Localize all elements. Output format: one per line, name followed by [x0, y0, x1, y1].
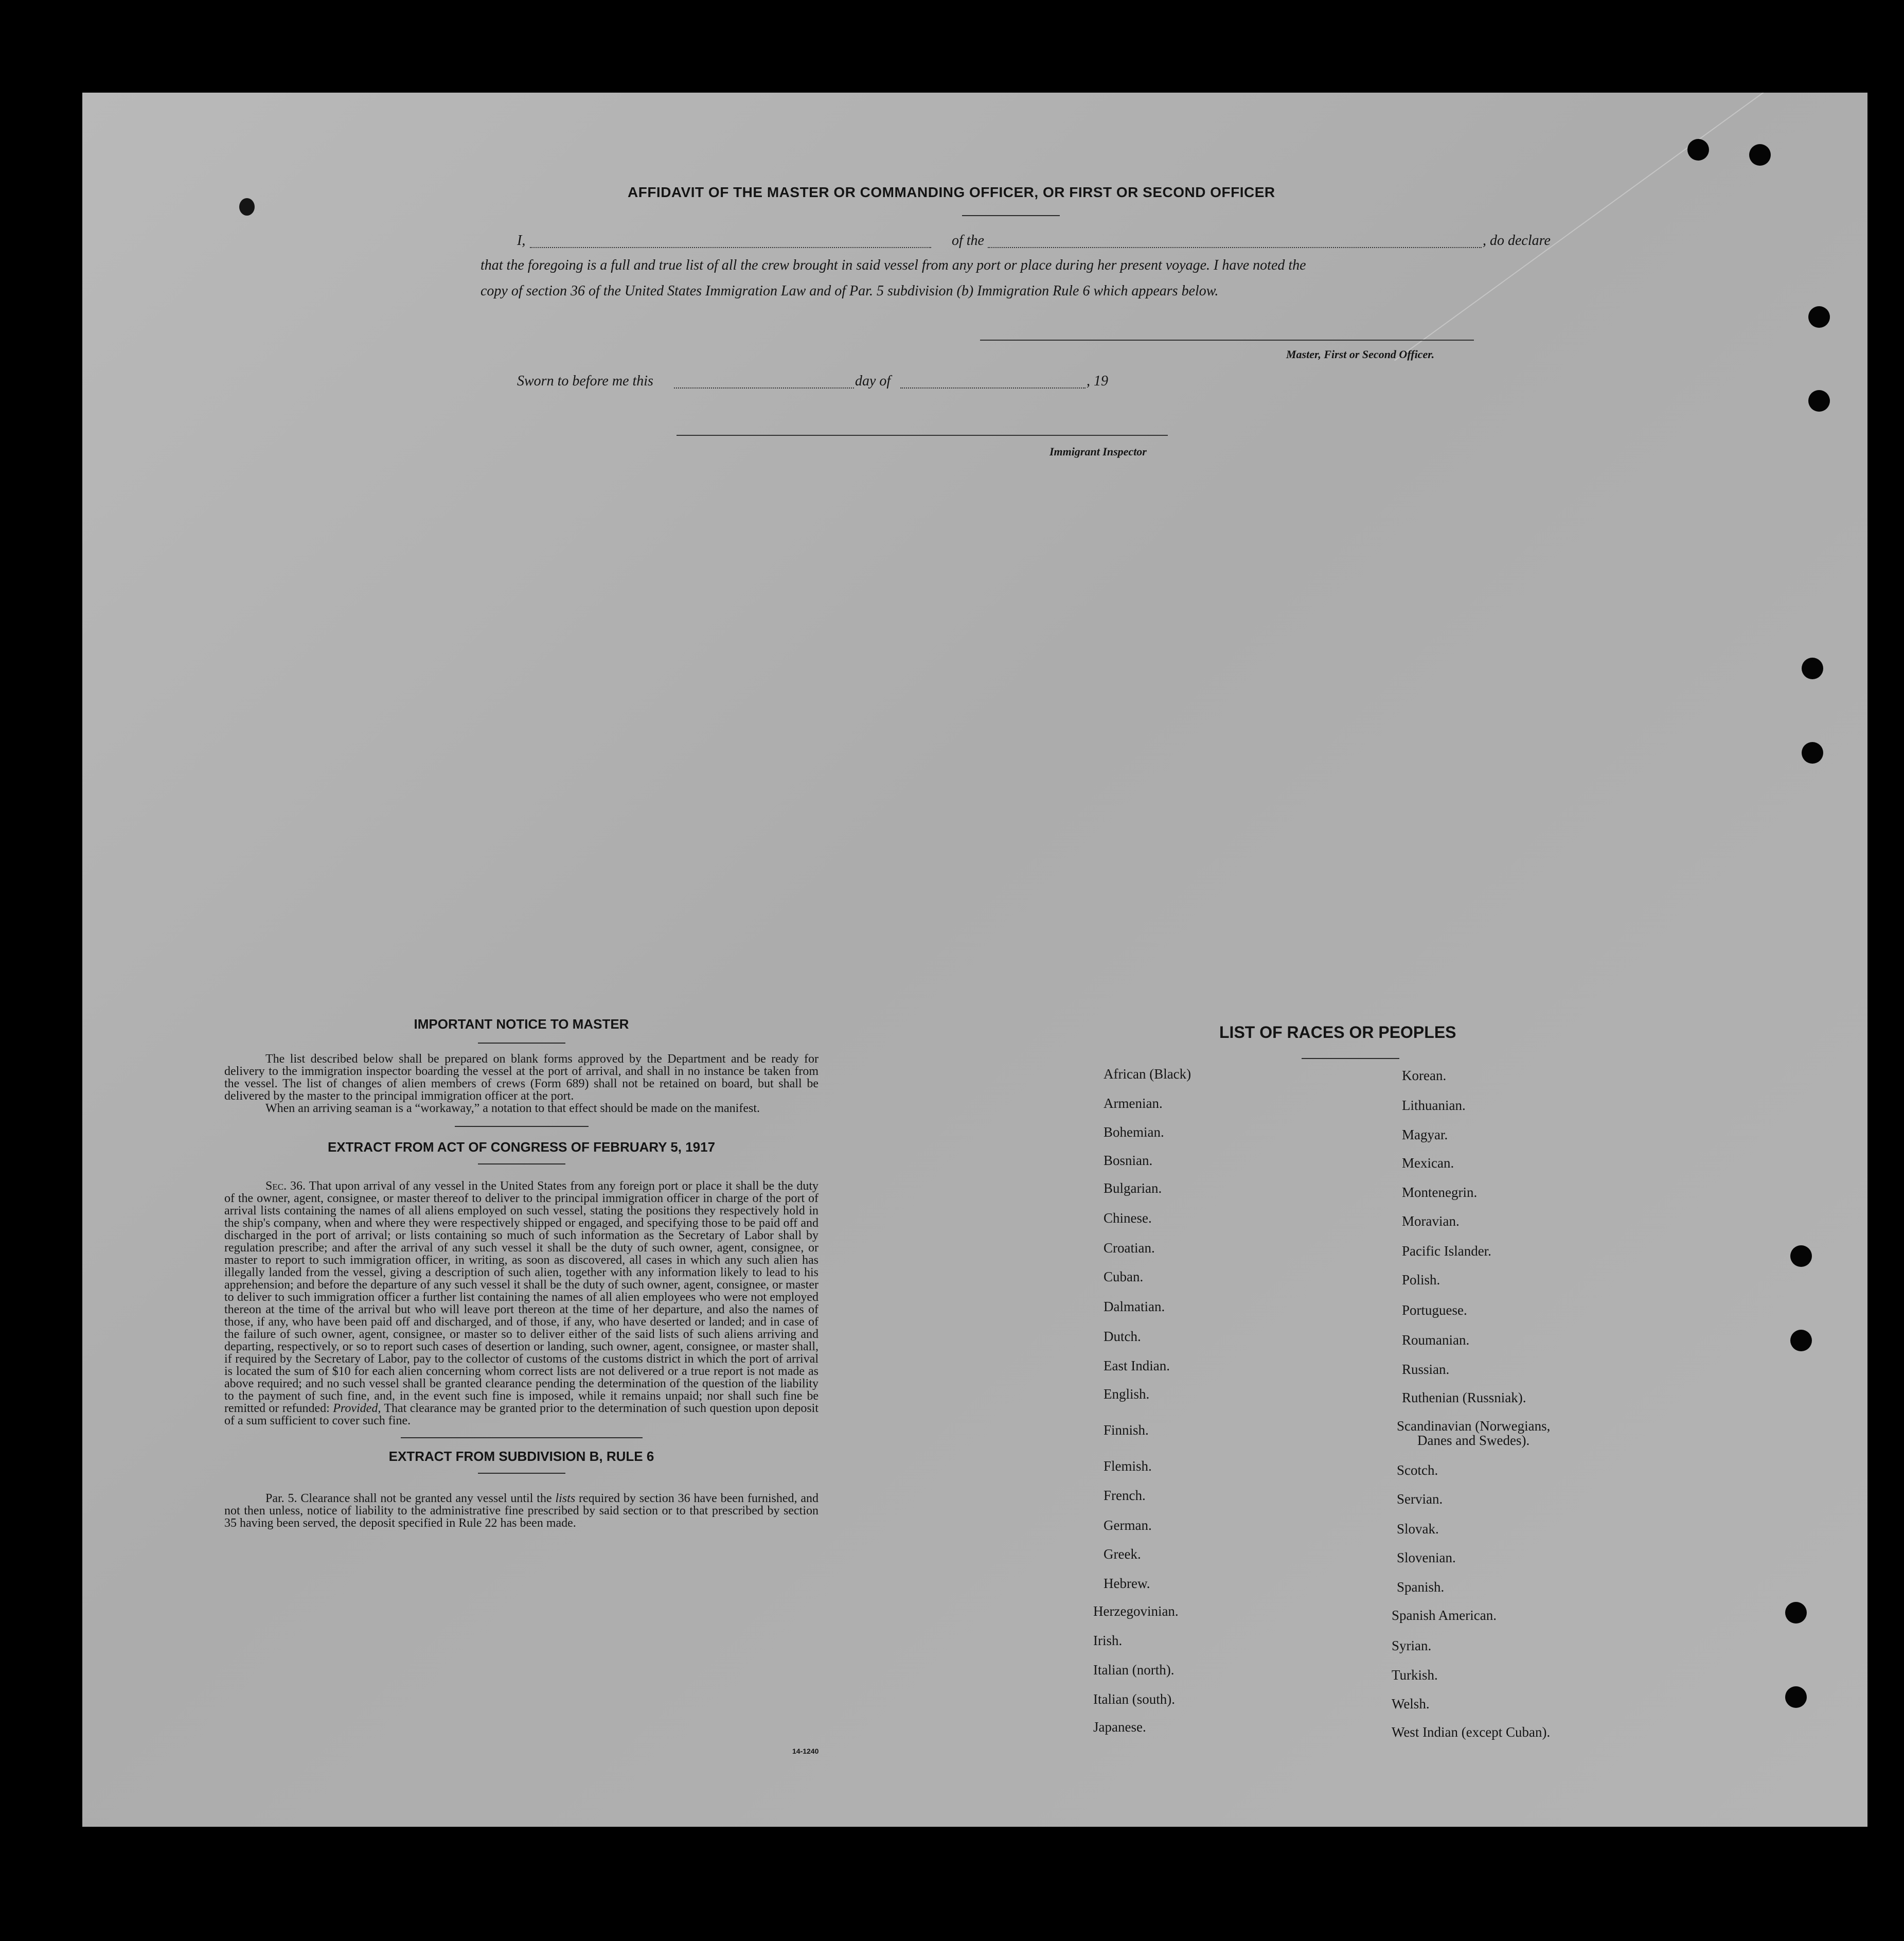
- affidavit-line-2: that the foregoing is a full and true list of all the crew brought in said vessel from any port or place during her present voyage. I have noted the: [481, 257, 1306, 273]
- race-left: Hebrew.: [1104, 1576, 1150, 1591]
- sworn-text: Sworn to before me this: [517, 373, 653, 389]
- rule-text-end: required by section 36 have been furnished, and not then unless, notice of liability to the administrative fine prescribed by said section or to that prescribed by section 35 having been served, the deposit specified in Rule 22 has been made.: [224, 1492, 818, 1530]
- race-left: French.: [1104, 1488, 1146, 1503]
- race-right: Danes and Swedes).: [1417, 1433, 1530, 1448]
- race-left: Italian (north).: [1093, 1662, 1175, 1678]
- notices-column: [224, 1016, 818, 1529]
- notice-title: IMPORTANT NOTICE TO MASTER: [414, 1016, 629, 1032]
- affidavit-title-rule: [962, 215, 1060, 216]
- race-right: Portuguese.: [1402, 1302, 1467, 1318]
- race-left: Bosnian.: [1104, 1153, 1153, 1168]
- race-right: Russian.: [1402, 1362, 1450, 1377]
- race-left: Chinese.: [1104, 1210, 1152, 1226]
- race-right: Scandinavian (Norwegians,: [1397, 1418, 1551, 1434]
- notice-title-rule: [478, 1043, 565, 1044]
- master-name-field[interactable]: [530, 247, 931, 248]
- vessel-name-field[interactable]: [988, 247, 1482, 248]
- race-right: Mexican.: [1402, 1155, 1454, 1171]
- race-right: Turkish.: [1392, 1667, 1438, 1683]
- affidavit-of-the: of the: [952, 233, 984, 249]
- act-extract-text: [224, 1180, 818, 1427]
- punch-hole: [1687, 139, 1709, 161]
- race-right: Moravian.: [1402, 1213, 1460, 1229]
- punch-hole: [1785, 1602, 1807, 1624]
- race-right: Montenegrin.: [1402, 1185, 1478, 1200]
- affidavit-title: AFFIDAVIT OF THE MASTER OR COMMANDING OFFICER, OR FIRST OR SECOND OFFICER: [628, 184, 1275, 200]
- ink-blot: [239, 198, 255, 216]
- race-right: Slovak.: [1397, 1521, 1439, 1537]
- race-right: Welsh.: [1392, 1696, 1430, 1711]
- inspector-signature-line[interactable]: [677, 435, 1168, 436]
- races-title: LIST OF RACES OR PEOPLES: [1219, 1023, 1456, 1042]
- provided-label: Provided,: [333, 1402, 381, 1415]
- act-extract-title: EXTRACT FROM ACT OF CONGRESS OF FEBRUARY 5, 1917: [327, 1139, 716, 1155]
- race-left: Bohemian.: [1104, 1124, 1164, 1140]
- race-right: Syrian.: [1392, 1638, 1432, 1653]
- race-left: Greek.: [1104, 1546, 1141, 1562]
- race-left: Japanese.: [1093, 1719, 1146, 1735]
- punch-hole: [1790, 1330, 1812, 1351]
- race-left: Bulgarian.: [1104, 1180, 1162, 1196]
- section-36-text-end: That clearance may be granted prior to the determination of such question upon deposit of a sum sufficient to cover such fine.: [224, 1402, 819, 1427]
- race-right: Spanish American.: [1392, 1608, 1497, 1623]
- race-left: East Indian.: [1104, 1358, 1170, 1373]
- section-divider: [455, 1126, 589, 1127]
- race-right: Ruthenian (Russniak).: [1402, 1390, 1526, 1405]
- form-number: 14-1240: [792, 1747, 819, 1755]
- sworn-day-of: day of: [855, 373, 891, 389]
- race-left: Dutch.: [1104, 1329, 1141, 1344]
- race-right: Magyar.: [1402, 1127, 1448, 1142]
- race-right: Servian.: [1397, 1491, 1443, 1507]
- master-signature-label: Master, First or Second Officer.: [1286, 348, 1435, 361]
- fold-crease: [1394, 93, 1867, 361]
- affidavit-line-3: copy of section 36 of the United States Immigration Law and of Par. 5 subdivision (b) Immigration Rule 6 which appears below.: [481, 283, 1219, 299]
- affidavit-i: I,: [517, 233, 526, 249]
- rule-extract-text: [224, 1492, 818, 1529]
- rule-extract-title-rule: [478, 1473, 565, 1474]
- sworn-day-field[interactable]: [674, 387, 854, 389]
- section-36-text: 36. That upon arrival of any vessel in the United States from any foreign port or place it shall be the duty of the owner, agent, consignee, or master thereof to deliver to the principal immigration officer in charge of the port of arrival lists containing the names of all aliens employed on such vessel, stating the positions they respectively hold in the ship's company, when and where they were respectively shipped or engaged, and specifying those to be paid off and discharged in the port of arrival; or lists containing so much of such information as the Secretary of Labor shall by regulation prescribe; and after the arrival of any such vessel it shall be the duty of such owner, agent, consignee, or master to report to such immigration officer, in writing, as soon as discovered, all cases in which any such alien has illegally landed from the vessel, giving a description of such alien, together with any information likely to lead to his apprehension; and before the departure of any such vessel it shall be the duty of such owner, agent, consignee, or master to deliver to such immigration officer a further list containing the names of all alien employees who were not employed thereon at the time of the arrival but who will leave port thereon at the time of her departure, and also the names of those, if any, who have been paid off and discharged, and of those, if any, who have deserted or landed; and in case of the failure of such owner, agent, consignee, or master so to deliver either of the said lists of such aliens arriving and departing, respectively, or so to report such cases of desertion or landing, such owner, agent, consignee, or master shall, if required by the Secretary of Labor, pay to the collector of customs of the customs district in which the port of arrival is located the sum of $10 for each alien concerning whom correct lists are not delivered or a true report is not made as above required; and no such vessel shall be granted clearance pending the determination of the question of the liability to the payment of such fine, and, in the event such fine is imposed, while it remains unpaid; nor shall such fine be remitted or refunded:: [224, 1179, 818, 1415]
- race-left: African (Black): [1104, 1066, 1191, 1082]
- race-right: West Indian (except Cuban).: [1392, 1724, 1551, 1740]
- punch-hole: [1808, 306, 1830, 328]
- race-left: Finnish.: [1104, 1422, 1149, 1438]
- race-right: Scotch.: [1397, 1462, 1438, 1478]
- punch-hole: [1785, 1686, 1807, 1708]
- rule-lists-word: lists: [555, 1492, 576, 1505]
- race-right: Korean.: [1402, 1068, 1447, 1083]
- notice-paragraph-2: When an arriving seaman is a “workaway,” a notation to that effect should be made on the manifest.: [265, 1102, 760, 1115]
- master-signature-line[interactable]: [980, 340, 1474, 341]
- race-right: Spanish.: [1397, 1579, 1445, 1595]
- race-left: Armenian.: [1104, 1096, 1163, 1111]
- race-left: Herzegovinian.: [1093, 1603, 1179, 1619]
- form-sheet: [82, 93, 1867, 1827]
- sworn-month-field[interactable]: [900, 387, 1086, 389]
- race-right: Pacific Islander.: [1402, 1243, 1491, 1259]
- affidavit-do-declare: , do declare: [1483, 233, 1551, 249]
- race-right: Roumanian.: [1402, 1332, 1470, 1348]
- race-left: Italian (south).: [1093, 1691, 1175, 1707]
- race-right: Slovenian.: [1397, 1550, 1456, 1565]
- punch-hole: [1802, 742, 1823, 764]
- race-right: Lithuanian.: [1402, 1098, 1466, 1113]
- race-left: Dalmatian.: [1104, 1299, 1165, 1314]
- act-extract-title-rule: [478, 1163, 565, 1164]
- race-left: German.: [1104, 1517, 1152, 1533]
- inspector-label: Immigrant Inspector: [1049, 445, 1147, 458]
- race-left: English.: [1104, 1386, 1150, 1402]
- races-title-rule: [1302, 1058, 1399, 1059]
- race-left: Cuban.: [1104, 1269, 1144, 1284]
- punch-hole: [1749, 144, 1771, 166]
- punch-hole: [1802, 658, 1823, 679]
- race-left: Croatian.: [1104, 1240, 1155, 1256]
- rule-extract-title: EXTRACT FROM SUBDIVISION B, RULE 6: [388, 1449, 654, 1464]
- race-left: Flemish.: [1104, 1458, 1152, 1474]
- notice-paragraph-1: The list described below shall be prepared on blank forms approved by the Department and be ready for delivery to the immigration inspector boarding the vessel at the port of arrival, and shall in no instance be taken from the vessel. The list of changes of alien members of crews (Form 689) shall not be retained on board, but shall be delivered by the master to the principal immigration officer at the port.: [224, 1052, 818, 1103]
- sworn-year: , 19: [1087, 373, 1108, 389]
- section-divider: [401, 1437, 643, 1438]
- race-left: Irish.: [1093, 1633, 1123, 1648]
- punch-hole: [1790, 1245, 1812, 1267]
- punch-hole: [1808, 390, 1830, 412]
- rule-text-start: Par. 5. Clearance shall not be granted any vessel until the: [265, 1492, 552, 1505]
- race-right: Polish.: [1402, 1272, 1440, 1287]
- section-label: Sec.: [265, 1179, 287, 1193]
